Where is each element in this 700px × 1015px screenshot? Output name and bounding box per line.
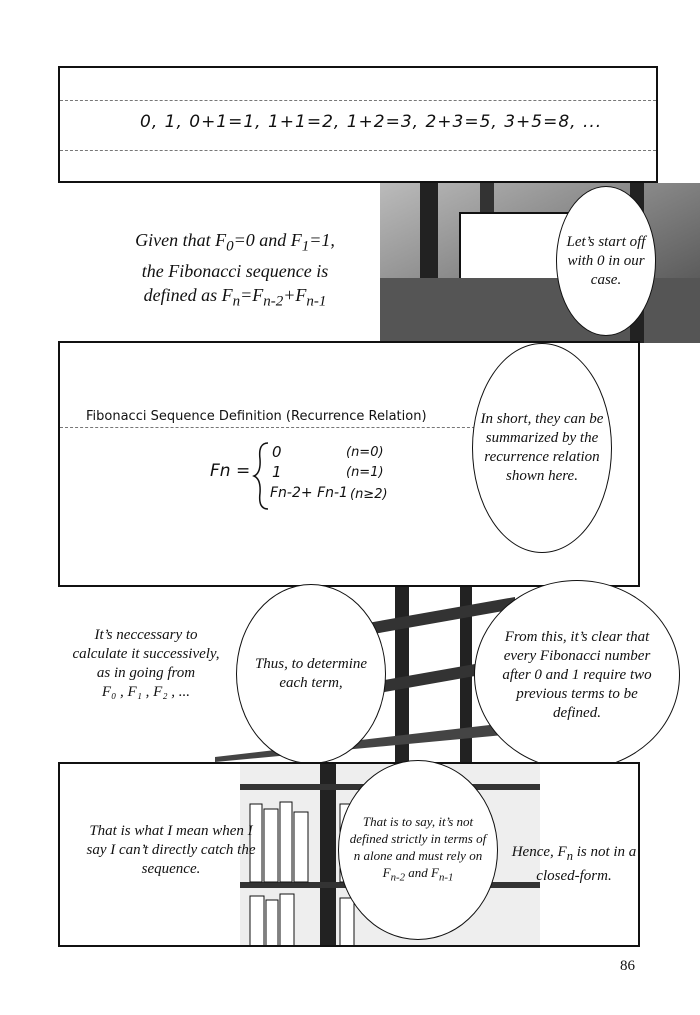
- case-0-condition: (n=0): [346, 445, 384, 460]
- case-general-condition: (n≥2): [350, 487, 388, 502]
- cant-catch-narration: That is what I mean when I say I can’t directly catch the sequence.: [86, 823, 256, 877]
- speech-bubble-two-terms: From this, it’s clear that every Fibonacci number after 0 and 1 require two previous terms to be defined.: [474, 580, 680, 770]
- speech-bubble-start: Let’s start off with 0 in our case.: [556, 186, 656, 336]
- formula-brace: [252, 441, 272, 511]
- case-1-value: 1: [272, 463, 282, 481]
- speech-bubble-summary: In short, they can be summarized by the recurrence relation shown here.: [472, 343, 612, 553]
- speech-bubble-not-defined: That is to say, it’s not defined strictly in terms of n alone and must rely on $F_{n-2}$ and $F_{n-1}$: [338, 760, 498, 940]
- ruled-line: [60, 150, 656, 151]
- page-number: 86: [620, 958, 635, 974]
- recurrence-heading: Fibonacci Sequence Definition (Recurrence Relation): [86, 409, 427, 424]
- case-1-condition: (n=1): [346, 465, 384, 480]
- formula-lhs: Fn =: [210, 461, 251, 481]
- case-general-value: Fn-2+ Fn-1: [270, 485, 348, 501]
- ruled-line: [60, 100, 656, 101]
- panel-sequence: [58, 66, 658, 183]
- definition-narration: Given that $F_0=0$ and $F_1=1$, the Fibonacci sequence is defined as $F_n=F_{n-2}+F_{n-1}$: [135, 230, 335, 310]
- successive-narration: It’s neccessary to calculate it successively, as in going from F₀ , F₁ , F₂ , ...: [72, 627, 220, 700]
- case-0-value: 0: [272, 443, 282, 461]
- sequence-text: 0, 1, 0+1=1, 1+1=2, 1+2=3, 2+3=5, 3+5=8, ...: [140, 112, 603, 132]
- ruled-line: [60, 427, 480, 428]
- speech-bubble-determine: Thus, to determine each term,: [236, 584, 386, 764]
- closed-form-narration: Hence, $F_n$ is not in a closed-form.: [511, 844, 637, 884]
